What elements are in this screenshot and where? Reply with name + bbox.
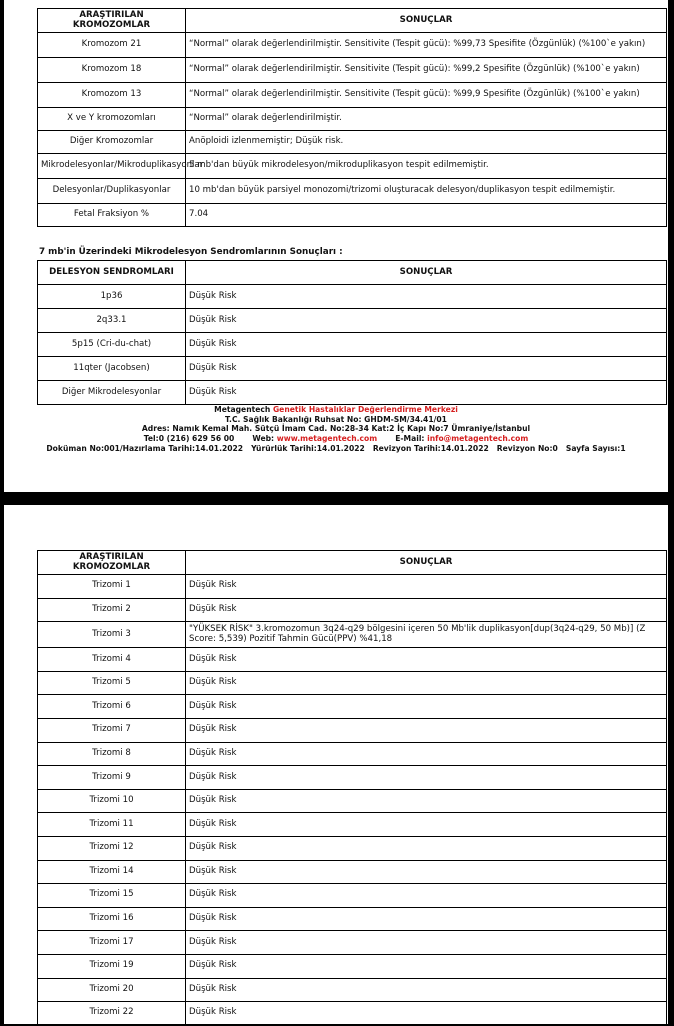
- chromosome-results-table: [37, 8, 667, 227]
- table-row: [38, 179, 667, 204]
- table-row: [38, 598, 667, 622]
- table-row: [38, 695, 667, 719]
- footer-org-line: [4, 405, 668, 415]
- table-row: [38, 718, 667, 742]
- row-label: Fetal Fraksiyon %: [38, 204, 186, 227]
- microdeletion-section-title: 7 mb'in Üzerindeki Mikrodelesyon Sendromlarının Sonuçları :: [39, 247, 343, 257]
- table-row: [38, 83, 667, 108]
- web-info: [252, 434, 377, 444]
- phone-number: Tel:0 (216) 629 56 00: [143, 434, 235, 444]
- row-label: Trizomi 22: [38, 1002, 186, 1026]
- table-row: [38, 154, 667, 179]
- microdeletion-results-table: [37, 260, 667, 405]
- row-result: Düşük Risk: [186, 671, 667, 695]
- table-row: [38, 1002, 667, 1026]
- email-link[interactable]: info@metagentech.com: [427, 434, 529, 444]
- table-row: [38, 789, 667, 813]
- report-page-1: [4, 0, 668, 492]
- row-label: Trizomi 2: [38, 598, 186, 622]
- effective-date: Yürürlük Tarihi:14.01.2022: [251, 443, 365, 453]
- row-result: "YÜKSEK RİSK" 3.kromozomun 3q24-q29 bölgesini içeren 50 Mb'lik duplikasyon[dup(3q24-q29, 50 Mb)] (Z Score: 5,539) Pozitif Tahmin Gücü(PPV) %41,18: [186, 622, 667, 648]
- header-results: SONUÇLAR: [186, 261, 667, 285]
- row-result: Düşük Risk: [186, 860, 667, 884]
- revision-number: Revizyon No:0: [496, 443, 558, 453]
- row-result: Düşük Risk: [186, 357, 667, 381]
- table-row: [38, 978, 667, 1002]
- header-chromosomes: ARAŞTIRILAN KROMOZOMLAR: [38, 9, 186, 33]
- row-label: Trizomi 20: [38, 978, 186, 1002]
- row-result: “Normal” olarak değerlendirilmiştir. Sensitivite (Tespit gücü): %99,73 Spesifite (Özgünlük) (%100`e yakın): [186, 33, 667, 58]
- row-result: Düşük Risk: [186, 742, 667, 766]
- web-link[interactable]: www.metagentech.com: [276, 434, 378, 444]
- table-header-row: [38, 9, 667, 33]
- row-label: 11qter (Jacobsen): [38, 357, 186, 381]
- row-label: Trizomi 11: [38, 813, 186, 837]
- row-label: Trizomi 9: [38, 766, 186, 790]
- row-label: Trizomi 5: [38, 671, 186, 695]
- table-row: [38, 357, 667, 381]
- table-row: [38, 931, 667, 955]
- web-label: Web:: [252, 434, 275, 444]
- row-result: Düşük Risk: [186, 907, 667, 931]
- row-label: Trizomi 14: [38, 860, 186, 884]
- address-line: Adres: Namık Kemal Mah. Sütçü İmam Cad. No:28-34 Kat:2 İç Kapı No:7 Ümraniye/İstanbul: [141, 424, 531, 434]
- row-label: Trizomi 19: [38, 954, 186, 978]
- table-row: [38, 333, 667, 357]
- report-page-2: [4, 505, 668, 1024]
- row-result: Düşük Risk: [186, 309, 667, 333]
- row-result: 7.04: [186, 204, 667, 227]
- table-row: [38, 648, 667, 672]
- table-row: [38, 33, 667, 58]
- header-results: SONUÇLAR: [186, 551, 667, 575]
- license-line: T.C. Sağlık Bakanlığı Ruhsat No: GHDM-SM/34.41/01: [225, 414, 447, 424]
- table-row: [38, 204, 667, 227]
- row-result: Düşük Risk: [186, 285, 667, 309]
- row-result: Düşük Risk: [186, 598, 667, 622]
- row-result: Düşük Risk: [186, 931, 667, 955]
- row-label: Trizomi 7: [38, 718, 186, 742]
- org-subtitle: Genetik Hastalıklar Değerlendirme Merkezi: [272, 405, 458, 414]
- row-label: Trizomi 12: [38, 836, 186, 860]
- table-row: [38, 954, 667, 978]
- table-row: [38, 108, 667, 131]
- header-chromosomes: ARAŞTIRILAN KROMOZOMLAR: [38, 551, 186, 575]
- row-label: Diğer Kromozomlar: [38, 131, 186, 154]
- row-result: Düşük Risk: [186, 333, 667, 357]
- table-header-row: [38, 551, 667, 575]
- page-count: Sayfa Sayısı:1: [565, 443, 626, 453]
- row-result: Düşük Risk: [186, 836, 667, 860]
- row-result: Düşük Risk: [186, 695, 667, 719]
- document-info-line: [4, 444, 668, 454]
- row-label: Delesyonlar/Duplikasyonlar: [38, 179, 186, 204]
- table-row: [38, 381, 667, 405]
- row-result: Düşük Risk: [186, 766, 667, 790]
- row-result: “Normal” olarak değerlendirilmiştir. Sensitivite (Tespit gücü): %99,9 Spesifite (Özgünlük) (%100`e yakın): [186, 83, 667, 108]
- table-row: [38, 671, 667, 695]
- row-label: Trizomi 8: [38, 742, 186, 766]
- table-row: [38, 575, 667, 599]
- row-label: Mikrodelesyonlar/Mikroduplikasyonlar: [38, 154, 186, 179]
- row-label: Trizomi 16: [38, 907, 186, 931]
- header-deletion-syndromes: DELESYON SENDROMLARI: [38, 261, 186, 285]
- table-row: [38, 622, 667, 648]
- table-row: [38, 836, 667, 860]
- row-label: 1p36: [38, 285, 186, 309]
- table-row: [38, 742, 667, 766]
- table-row: [38, 285, 667, 309]
- report-footer: [4, 405, 668, 454]
- row-label: 5p15 (Cri-du-chat): [38, 333, 186, 357]
- table-header-row: [38, 261, 667, 285]
- row-label: Kromozom 18: [38, 58, 186, 83]
- table-row: [38, 860, 667, 884]
- row-label: Kromozom 13: [38, 83, 186, 108]
- row-result: “Normal” olarak değerlendirilmiştir. Sensitivite (Tespit gücü): %99,2 Spesifite (Özgünlük) (%100`e yakın): [186, 58, 667, 83]
- row-result: Düşük Risk: [186, 978, 667, 1002]
- table-row: [38, 884, 667, 908]
- document-number: Doküman No:001/Hazırlama Tarihi:14.01.2022: [46, 443, 244, 453]
- table-row: [38, 309, 667, 333]
- row-result: Düşük Risk: [186, 884, 667, 908]
- row-label: Trizomi 10: [38, 789, 186, 813]
- trisomy-results-table: [37, 550, 667, 1026]
- revision-date: Revizyon Tarihi:14.01.2022: [372, 443, 489, 453]
- org-name: Metagentech: [214, 405, 271, 414]
- row-result: Düşük Risk: [186, 789, 667, 813]
- row-label: Diğer Mikrodelesyonlar: [38, 381, 186, 405]
- row-result: “Normal” olarak değerlendirilmiştir.: [186, 108, 667, 131]
- row-result: Düşük Risk: [186, 1002, 667, 1026]
- row-result: Düşük Risk: [186, 813, 667, 837]
- row-label: Trizomi 15: [38, 884, 186, 908]
- row-result: 10 mb'dan büyük parsiyel monozomi/trizomi oluşturacak delesyon/duplikasyon tespit edilmemiştir.: [186, 179, 667, 204]
- row-result: Düşük Risk: [186, 954, 667, 978]
- row-result: Düşük Risk: [186, 648, 667, 672]
- row-result: Anöploidi izlenmemiştir; Düşük risk.: [186, 131, 667, 154]
- table-row: [38, 131, 667, 154]
- row-label: Trizomi 3: [38, 622, 186, 648]
- row-result: Düşük Risk: [186, 381, 667, 405]
- row-label: Trizomi 6: [38, 695, 186, 719]
- row-label: Trizomi 17: [38, 931, 186, 955]
- table-row: [38, 766, 667, 790]
- row-label: 2q33.1: [38, 309, 186, 333]
- header-results: SONUÇLAR: [186, 9, 667, 33]
- row-result: 5 mb'dan büyük mikrodelesyon/mikroduplikasyon tespit edilmemiştir.: [186, 154, 667, 179]
- row-label: Trizomi 1: [38, 575, 186, 599]
- row-result: Düşük Risk: [186, 575, 667, 599]
- email-label: E-Mail:: [395, 434, 425, 444]
- contact-line: [4, 434, 668, 444]
- table-row: [38, 58, 667, 83]
- row-result: Düşük Risk: [186, 718, 667, 742]
- table-row: [38, 813, 667, 837]
- table-row: [38, 907, 667, 931]
- row-label: Trizomi 4: [38, 648, 186, 672]
- row-label: X ve Y kromozomları: [38, 108, 186, 131]
- row-label: Kromozom 21: [38, 33, 186, 58]
- email-info: [395, 434, 528, 444]
